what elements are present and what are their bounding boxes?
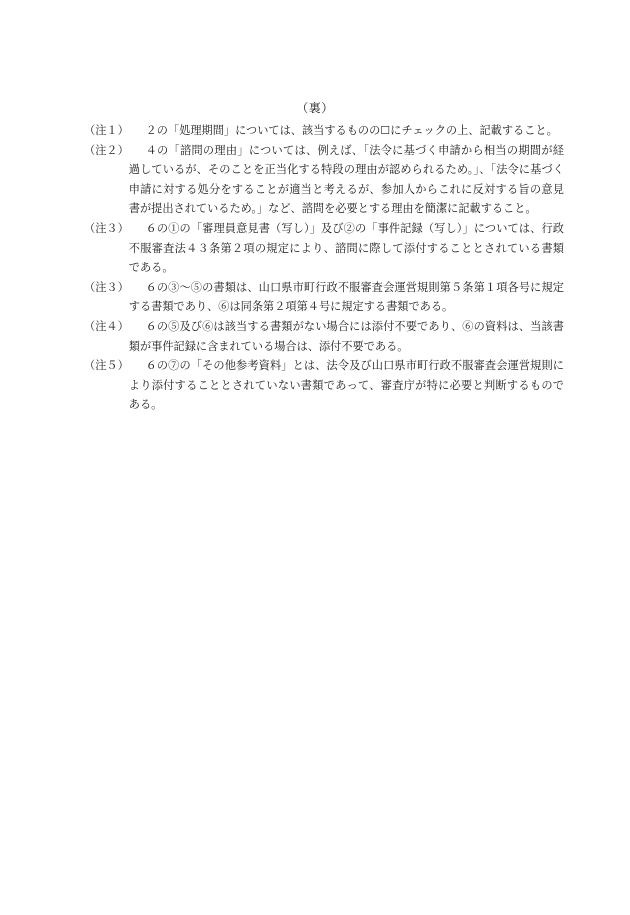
- note-item: [84, 317, 564, 356]
- note-text: ４の「諮問の理由」については、例えば、「法令に基づく申請から相当の期間が経過しているが、そのことを正当化する特段の理由が認められるため。」、「法令に基づく申請に対する処分をすることが適当と考えるが、参加人からこれに反対する旨の意見書が提出されているため。」など、諮問を必要とする理由を簡潔に記載すること。: [128, 143, 564, 216]
- note-item: [84, 141, 564, 219]
- note-item: [84, 356, 564, 415]
- note-item: [84, 121, 564, 141]
- note-text: ６の⑤及び⑥は該当する書類がない場合には添付不要であり、⑥の資料は、当該書類が事件記録に含まれている場合は、添付不要である。: [128, 319, 564, 353]
- note-text: ２の「処理期間」については、該当するものの☐にチェックの上、記載すること。: [145, 124, 558, 137]
- note-item: [84, 278, 564, 317]
- note-text: ６の①の「審理員意見書（写し）」及び②の「事件記録（写し）」については、行政不服審査法４３条第２項の規定により、諮問に際して添付することとされている書類である。: [128, 221, 564, 275]
- note-label: （注４）: [84, 319, 129, 333]
- note-item: [84, 219, 564, 278]
- note-label: （注５）: [84, 359, 129, 373]
- note-label: （注３）: [84, 221, 129, 235]
- note-label: （注１）: [84, 124, 129, 137]
- note-text: ６の⑦の「その他参考資料」とは、法令及び山口県市町行政不服審査会運営規則により添付することとされていない書類であって、審査庁が特に必要と判断するものである。: [128, 359, 564, 412]
- note-label: （注２）: [84, 143, 129, 157]
- page-heading: （裏）: [296, 101, 334, 115]
- notes-list: [84, 121, 564, 415]
- note-label: （注３）: [84, 280, 129, 294]
- note-text: ６の③～⑤の書類は、山口県市町行政不服審査会運営規則第５条第１項各号に規定する書類であり、⑥は同条第２項第４号に規定する書類である。: [128, 280, 564, 314]
